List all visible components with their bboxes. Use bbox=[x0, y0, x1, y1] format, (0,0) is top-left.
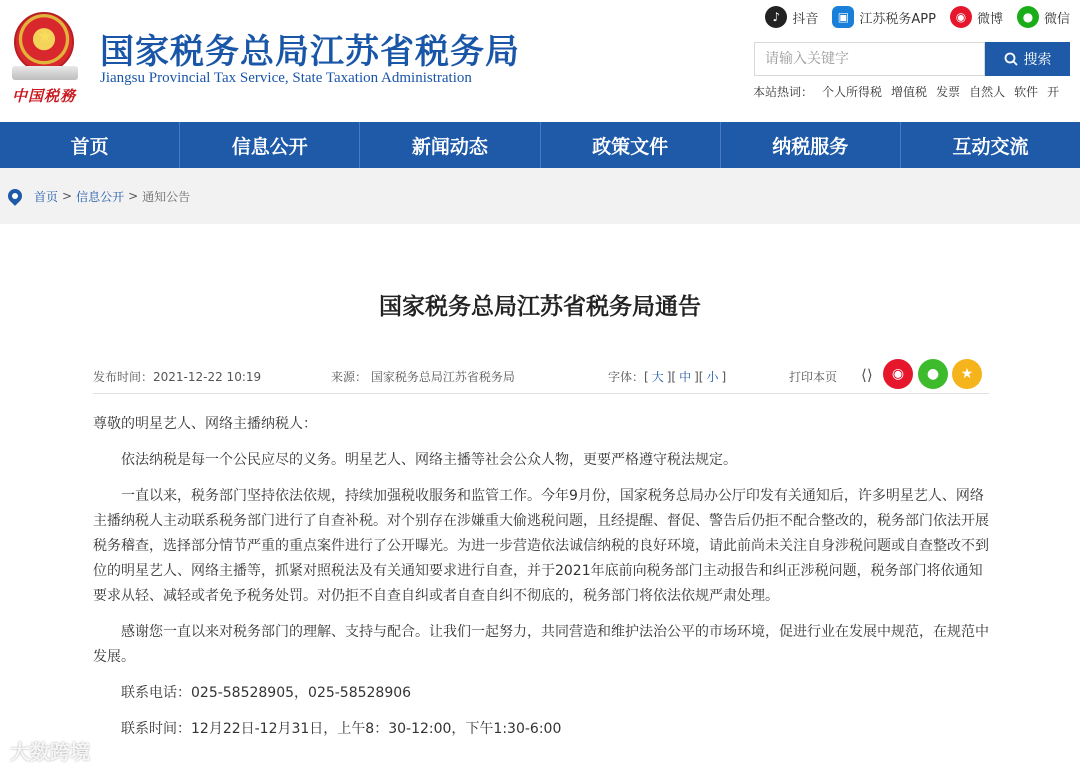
social-label: 微信 bbox=[1043, 11, 1070, 27]
hotword-link[interactable]: 软件 bbox=[1014, 85, 1039, 99]
breadcrumb-section[interactable]: 信息公开 bbox=[76, 189, 125, 204]
nav-item-interaction[interactable]: 互动交流 bbox=[952, 135, 1029, 158]
hotword-link[interactable]: 开 bbox=[1047, 85, 1060, 99]
font-size-controls bbox=[608, 368, 726, 385]
nav-item-policy[interactable]: 政策文件 bbox=[541, 122, 721, 168]
font-end-bracket: ] bbox=[721, 370, 727, 384]
contact-phone: 联系电话：025-58528905，025-58528906 bbox=[121, 685, 412, 701]
publish-date: 发布时间：2021-12-22 10:19 bbox=[93, 370, 262, 384]
nav-item-home[interactable]: 首页 bbox=[0, 122, 180, 168]
article-paragraph: 感谢您一直以来对税务部门的理解、支持与配合。让我们一起努力，共同营造和维护法治公平的市场环境，促进行业在发展中规范，在规范中发展。 bbox=[93, 624, 989, 665]
site-title[interactable]: 国家税务总局江苏省税务局 bbox=[100, 32, 520, 72]
font-separator: ][ bbox=[666, 370, 677, 384]
breadcrumb-current: 通知公告 bbox=[142, 189, 191, 204]
search-button[interactable] bbox=[985, 42, 1070, 76]
favorite-star-icon[interactable]: ★ bbox=[952, 359, 982, 389]
site-header bbox=[0, 0, 1080, 122]
share-icon[interactable]: ⟨⟩ bbox=[861, 366, 873, 384]
app-icon: ▣ bbox=[832, 6, 854, 28]
wechat-icon: ● bbox=[1017, 6, 1039, 28]
search-input[interactable] bbox=[754, 42, 985, 76]
nav-item-info-disclosure[interactable]: 信息公开 bbox=[180, 122, 360, 168]
weibo-icon: ◉ bbox=[950, 6, 972, 28]
social-weibo[interactable] bbox=[950, 6, 1003, 28]
font-separator: ][ bbox=[694, 370, 704, 384]
emblem-seal-icon: ★ bbox=[14, 12, 74, 72]
social-label: 抖音 bbox=[792, 11, 819, 27]
nav-item-tax-service[interactable]: 纳税服务 bbox=[721, 122, 901, 168]
emblem-banner bbox=[12, 66, 78, 80]
breadcrumb-separator: > bbox=[128, 189, 139, 203]
tax-emblem-logo[interactable] bbox=[8, 8, 82, 108]
nav-item-news[interactable]: 新闻动态 bbox=[360, 122, 540, 168]
watermark bbox=[10, 736, 90, 765]
site-subtitle: Jiangsu Provincial Tax Service, State Taxation Administration bbox=[100, 70, 472, 86]
social-label: 江苏税务APP bbox=[859, 11, 936, 27]
watermark-text: 大数跨境 bbox=[10, 740, 90, 764]
hotword-link[interactable]: 自然人 bbox=[969, 85, 1006, 99]
breadcrumb-separator: > bbox=[62, 189, 73, 203]
hot-words bbox=[753, 83, 1059, 100]
contact-hours: 联系时间：12月22日-12月31日，上午8：30-12:00，下午1:30-6:00 bbox=[121, 721, 562, 737]
font-small-button[interactable]: 小 bbox=[706, 370, 719, 384]
social-links bbox=[765, 6, 1070, 28]
breadcrumb bbox=[0, 168, 1080, 224]
breadcrumb-home[interactable]: 首页 bbox=[34, 189, 59, 204]
hotwords-label: 本站热词： bbox=[753, 85, 814, 99]
hotword-link[interactable]: 增值税 bbox=[891, 85, 928, 99]
main-nav bbox=[0, 122, 1080, 168]
emblem-text: 中国税務 bbox=[12, 87, 77, 105]
article-greeting: 尊敬的明星艺人、网络主播纳税人： bbox=[93, 416, 317, 432]
share-weibo-icon[interactable]: ◉ bbox=[883, 359, 913, 389]
article-body bbox=[93, 412, 989, 753]
article-source: 来源： 国家税务总局江苏省税务局 bbox=[331, 370, 515, 384]
social-label: 微博 bbox=[976, 11, 1003, 27]
site-search bbox=[754, 42, 1070, 76]
article-title: 国家税务总局江苏省税务局通告 bbox=[379, 294, 701, 320]
social-douyin[interactable] bbox=[765, 6, 818, 28]
font-medium-button[interactable]: 中 bbox=[679, 370, 692, 384]
font-large-button[interactable]: 大 bbox=[651, 370, 664, 384]
social-app[interactable] bbox=[832, 6, 936, 28]
hotword-link[interactable]: 发票 bbox=[936, 85, 961, 99]
douyin-icon: ♪ bbox=[765, 6, 787, 28]
article-paragraph: 依法纳税是每一个公民应尽的义务。明星艺人、网络主播等社会公众人物，更要严格遵守税法规定。 bbox=[121, 452, 737, 468]
social-wechat[interactable] bbox=[1017, 6, 1070, 28]
font-size-label: 字体：[ bbox=[608, 370, 649, 384]
search-button-label: 搜索 bbox=[1023, 52, 1052, 68]
print-button[interactable]: 打印本页 bbox=[789, 370, 838, 384]
hotword-link[interactable]: 个人所得税 bbox=[822, 85, 883, 99]
location-pin-icon bbox=[5, 186, 25, 206]
article-paragraph: 一直以来，税务部门坚持依法依规，持续加强税收服务和监管工作。今年9月份，国家税务总局办公厅印发有关通知后，许多明星艺人、网络主播纳税人主动联系税务部门进行了自查补税。对个别存在涉嫌重大偷逃税问题，且经提醒、督促、警告后仍拒不配合整改的，税务部门依法开展税务稽查，选择部分情节严重的重点案件进行了公开曝光。为进一步营造依法诚信纳税的良好环境，请此前尚未关注自身涉税问题或自查整改不到位的明星艺人、网络主播等，抓紧对照税法及有关通知要求进行自查，并于2021年底前向税务部门主动报告和纠正涉税问题，税务部门将依通知要求从轻、减轻或者免予税务处罚。对仍拒不自查自纠或者自查自纠不彻底的，税务部门将依法依规严肃处理。 bbox=[93, 488, 989, 604]
article-meta bbox=[93, 356, 989, 394]
share-wechat-icon[interactable]: ● bbox=[918, 359, 948, 389]
search-icon bbox=[1004, 52, 1018, 66]
